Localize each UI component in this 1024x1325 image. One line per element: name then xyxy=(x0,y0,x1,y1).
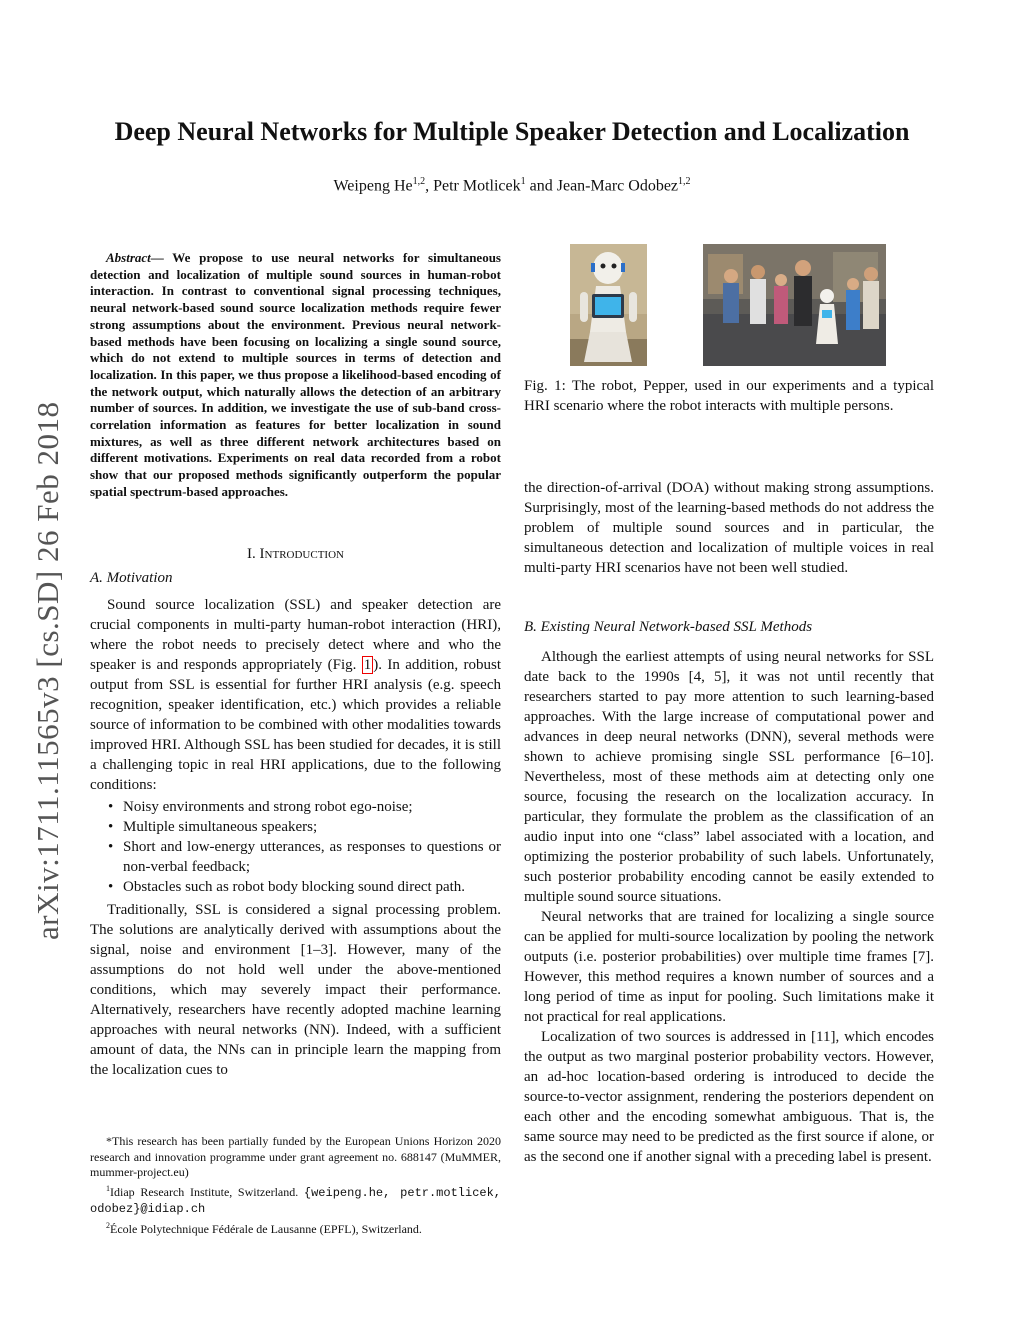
author-name: Petr Motlicek xyxy=(433,177,521,195)
list-item: • Short and low-energy utterances, as responses to questions or non-verbal feedback; xyxy=(90,837,501,877)
paragraph xyxy=(90,595,501,795)
author-name: Jean-Marc Odobez xyxy=(556,177,679,195)
footnotes xyxy=(90,1134,501,1238)
section-number: I. xyxy=(247,546,256,562)
conditions-list xyxy=(90,797,501,897)
author-separator: , xyxy=(425,177,434,195)
hri-scenario-photo xyxy=(703,244,886,366)
section-heading-introduction xyxy=(90,546,501,563)
funding-footnote: *This research has been partially funded by the European Unions Horizon 2020 research and innovation programme under grant agreement no. 688147 (MuMMER, mummer-project.eu) xyxy=(90,1134,501,1180)
paragraph: Although the earliest attempts of using neural networks for SSL date back to the 1990s [4, 5], it was not until recently that researchers started to pay more attention to such learning-based approaches. With the large increase of computational power and advances in deep neural networks (DNN), several methods were shown to achieve promising single SSL performance [6–10]. Nevertheless, most of these methods aim at detecting only one source, focusing the research on the localization accuracy. In particular, they formulate the problem as the classification of an audio input into one “class” label associated with a location, and optimizing the posterior probability of such labels. Unfortunately, such posterior probability encoding cannot be easily extended to multiple sound source situations. xyxy=(524,649,934,905)
paragraph: Neural networks that are trained for localizing a single source can be applied for multi-source localization by pooling the network outputs (i.e. posterior probabilities) over multiple time frames [7]. However, this method requires a known number of sources and a long period of time as input for pooling. Such limitations make it not practical for real applications. xyxy=(524,909,934,1025)
paragraph-text: ). In addition, robust output from SSL is essential for further HRI analysis (e.g. speech recognition, speaker identification, etc.) which provides a reliable source of information to be combined with other modalities towards improved HRI. Although SSL has been studied for decades, it is still a challenging topic in real HRI applications, due to the following conditions: xyxy=(90,657,501,793)
affiliation-footnote-1 xyxy=(90,1181,501,1218)
author-affiliation: 1 xyxy=(520,176,526,187)
right-column-body-continued xyxy=(524,647,934,1167)
affiliation-footnote-2 xyxy=(90,1218,501,1238)
paragraph: the direction-of-arrival (DOA) without making strong assumptions. Surprisingly, most of the learning-based methods do not address the problem of multiple sound sources and in particular, the simultaneous detection and localization of multiple voices in real multi-party HRI scenarios have not been well studied. xyxy=(524,480,934,576)
arxiv-identifier: arXiv:1711.11565v3 [cs.SD] 26 Feb 2018 xyxy=(30,401,65,940)
footnote-marker: 2 xyxy=(106,1220,110,1230)
list-item: • Noisy environments and strong robot ego-noise; xyxy=(90,797,501,817)
author-name: Weipeng He xyxy=(333,177,413,195)
abstract-dash: — xyxy=(150,250,164,265)
abstract-text: We propose to use neural networks for simultaneous detection and localization of multiple sound sources in human-robot interaction. In contrast to conventional signal processing techniques, neural network-based sound source localization methods require fewer strong assumptions about the environment. Previous neural network-based methods have been focusing on localizing a single sound source, which do not extend to multiple sources in terms of detection and localization. In this paper, we thus propose a likelihood-based encoding of the network output, which naturally allows the detection of an arbitrary number of sources. In addition, we investigate the use of sub-band cross-correlation information as features for better localization in sound mixtures, as well as three different network architectures based on different motivations. Experiments on real data recorded from a robot show that our proposed methods significantly outperform the popular spatial spectrum-based approaches. xyxy=(90,250,501,499)
list-item: • Multiple simultaneous speakers; xyxy=(90,817,501,837)
paragraph: Traditionally, SSL is considered a signal processing problem. The solutions are analytically derived with assumptions about the signal, noise and environment [1–3]. However, many of the assumptions do not hold well under the above-mentioned conditions, which may severely impact their performance. Alternatively, researchers have recently adopted machine learning approaches with neural networks (NN). Indeed, with a sufficient amount of data, the NNs can in principle learn the mapping from the localization cues to xyxy=(90,902,501,1078)
list-item: • Obstacles such as robot body blocking sound direct path. xyxy=(90,877,501,897)
paragraph: Localization of two sources is addressed in [11], which encodes the output as two marginal posterior probability vectors. However, an ad-hoc location-based ordering is introduced to decide the source-to-vector assignment, rendering the posteriors dependent on each other and the encoding somewhat ambiguous. That is, the same source may need to be predicted as the first source if alone, or as the second one if another signal with a preceding label is present. xyxy=(524,1029,934,1165)
subsection-heading-motivation: A. Motivation xyxy=(90,570,173,586)
figure-1-caption: Fig. 1: The robot, Pepper, used in our experiments and a typical HRI scenario where the robot interacts with multiple persons. xyxy=(524,378,934,414)
author-affiliation: 1,2 xyxy=(678,176,691,187)
footnote-text: École Polytechnique Fédérale de Lausanne (EPFL), Switzerland. xyxy=(110,1221,422,1236)
right-column-body xyxy=(524,478,934,578)
subsection-heading-existing-methods: B. Existing Neural Network-based SSL Methods xyxy=(524,619,813,635)
robot-pepper-photo xyxy=(570,244,647,366)
figure-reference-link[interactable]: 1 xyxy=(363,657,372,673)
section-title: Introduction xyxy=(259,546,344,562)
abstract-label: Abstract xyxy=(106,250,151,265)
footnote-marker: 1 xyxy=(106,1183,110,1193)
paper-title: Deep Neural Networks for Multiple Speaker Detection and Localization xyxy=(114,117,910,146)
author-separator: and xyxy=(525,177,557,195)
paragraph-text: Sound source localization (SSL) and speaker detection are crucial components in multi-party human-robot interaction (HRI), where the robot needs to precisely detect where and who the speaker is and responds appropriately (Fig. xyxy=(90,597,501,673)
email-addresses: {weipeng.he, petr.motlicek, odobez}@idiap.ch xyxy=(90,1185,501,1217)
left-column-body xyxy=(90,595,501,1080)
author-line xyxy=(0,176,1024,195)
abstract xyxy=(90,250,501,501)
footnote-text: Idiap Research Institute, Switzerland. xyxy=(110,1184,304,1199)
author-affiliation: 1,2 xyxy=(412,176,426,187)
